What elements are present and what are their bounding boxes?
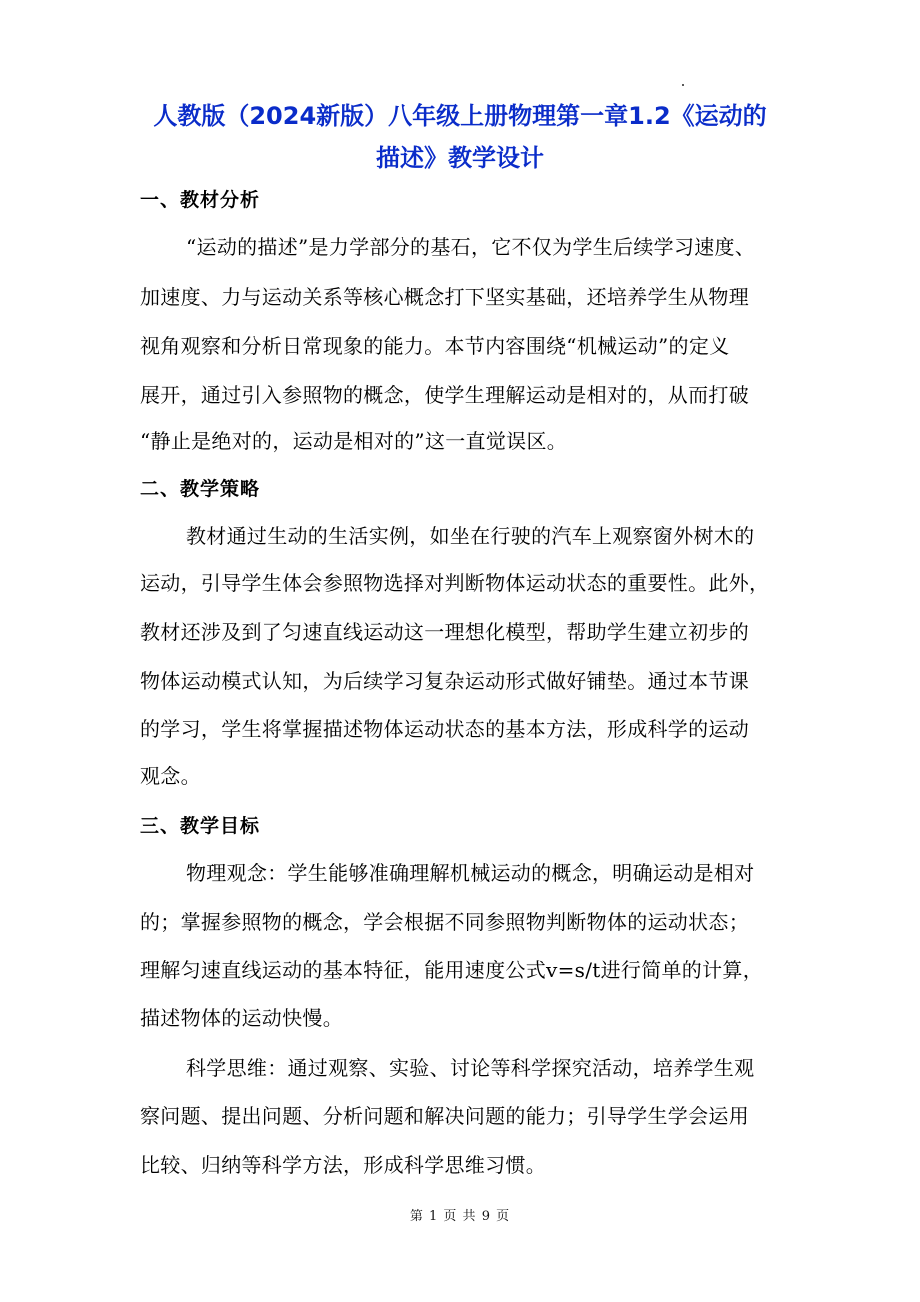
body-line: 的学习，学生将掌握描述物体运动状态的基本方法，形成科学的运动 — [140, 717, 749, 741]
body-line: 观念。 — [140, 764, 201, 788]
body-line: 展开，通过引入参照物的概念，使学生理解运动是相对的，从而打破 — [140, 383, 749, 407]
body-line: 加速度、力与运动关系等核心概念打下坚实基础，还培养学生从物理 — [140, 285, 749, 309]
body-line: 物体运动模式认知，为后续学习复杂运动形式做好铺垫。通过本节课 — [140, 669, 749, 693]
body-line: 描述物体的运动快慢。 — [140, 1006, 343, 1030]
document-title-line-1: 人教版（2024新版）八年级上册物理第一章1.2《运动的 — [153, 102, 767, 130]
stray-dot-mark — [682, 84, 684, 86]
body-line: 科学思维：通过观察、实验、讨论等科学探究活动，培养学生观 — [186, 1056, 755, 1080]
body-line: 察问题、提出问题、分析问题和解决问题的能力；引导学生学会运用 — [140, 1104, 749, 1128]
body-line: 比较、归纳等科学方法，形成科学思维习惯。 — [140, 1153, 546, 1177]
section-heading-teaching-strategy: 二、教学策略 — [140, 478, 261, 500]
body-line: 运动，引导学生体会参照物选择对判断物体运动状态的重要性。此外， — [140, 571, 770, 595]
page-number-footer: 第 1 页 共 9 页 — [409, 1209, 511, 1224]
body-line: 教材还涉及到了匀速直线运动这一理想化模型，帮助学生建立初步的 — [140, 620, 749, 644]
body-line: “静止是绝对的，运动是相对的”这一直觉误区。 — [140, 429, 568, 453]
section-heading-teaching-objectives: 三、教学目标 — [140, 815, 261, 837]
body-line: 视角观察和分析日常现象的能力。本节内容围绕“机械运动”的定义 — [140, 334, 730, 358]
body-line: 的；掌握参照物的概念，学会根据不同参照物判断物体的运动状态； — [140, 910, 749, 934]
document-title-line-2: 描述》教学设计 — [376, 144, 544, 172]
body-line: 物理观念：学生能够准确理解机械运动的概念，明确运动是相对 — [186, 861, 755, 885]
section-heading-textbook-analysis: 一、教材分析 — [140, 189, 261, 211]
body-line: “运动的描述”是力学部分的基石，它不仅为学生后续学习速度、 — [186, 235, 756, 259]
body-line: 理解匀速直线运动的基本特征，能用速度公式v=s/t进行简单的计算， — [140, 958, 763, 982]
body-line: 教材通过生动的生活实例，如坐在行驶的汽车上观察窗外树木的 — [186, 524, 755, 548]
